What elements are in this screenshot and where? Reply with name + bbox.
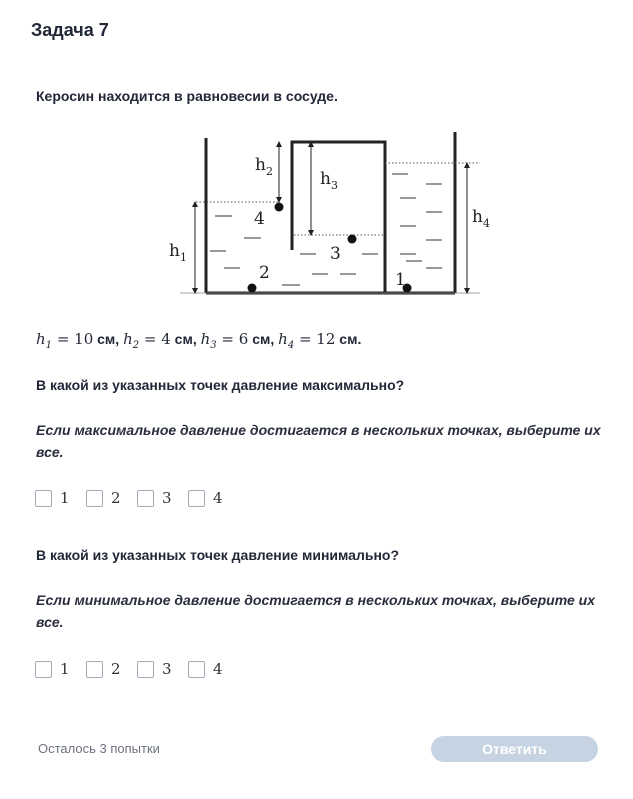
point-4-label: 4 xyxy=(254,209,265,229)
task-title: Задача 7 xyxy=(31,20,109,40)
checkbox[interactable] xyxy=(137,661,154,678)
label-h3: $h_3$ xyxy=(320,169,338,192)
question-min: В какой из указанных точек давление минимально? xyxy=(36,547,400,563)
label-h1: $h_1$ xyxy=(169,241,187,264)
point-2-label: 2 xyxy=(259,263,270,283)
label-h2: $h_2$ xyxy=(255,155,273,178)
checkbox[interactable] xyxy=(188,661,205,678)
point-3-label: 3 xyxy=(330,244,341,264)
hint-max: Если максимальное давление достигается в нескольких точках, выберите их все. xyxy=(36,422,601,460)
point-2-dot xyxy=(248,284,257,293)
point-1-label: 1 xyxy=(395,270,406,290)
option-max-2[interactable]: 2 xyxy=(86,489,137,507)
option-min-4[interactable]: 4 xyxy=(188,660,239,678)
given-h2: $h_2 = 4$ см, xyxy=(123,330,201,351)
point-4-dot xyxy=(275,203,284,212)
vessel-walls xyxy=(206,132,455,293)
checkbox[interactable] xyxy=(86,490,103,507)
given-h3: $h_3 = 6$ см, xyxy=(200,330,279,351)
checkbox[interactable] xyxy=(35,490,52,507)
liquid-hatches xyxy=(210,174,442,285)
attempts-left: Осталось 3 попытки xyxy=(38,741,160,756)
option-min-3[interactable]: 3 xyxy=(137,660,188,678)
question-max: В какой из указанных точек давление максимально? xyxy=(36,377,405,393)
option-min-2[interactable]: 2 xyxy=(86,660,137,678)
options-max xyxy=(35,489,239,507)
checkbox[interactable] xyxy=(137,490,154,507)
option-max-1[interactable]: 1 xyxy=(35,489,86,507)
hint-min: Если минимальное давление достигается в нескольких точках, выберите их все. xyxy=(36,592,595,630)
given-h4: $h_4 = 12$ см. xyxy=(278,330,362,351)
checkbox[interactable] xyxy=(188,490,205,507)
given-h1: $h_1 = 10$ см, xyxy=(36,330,124,351)
dimension-arrows xyxy=(195,144,467,291)
option-max-4[interactable]: 4 xyxy=(188,489,239,507)
surface-lines xyxy=(196,163,480,235)
task-intro: Керосин находится в равновесии в сосуде. xyxy=(36,88,338,104)
options-min xyxy=(35,660,239,678)
option-max-3[interactable]: 3 xyxy=(137,489,188,507)
checkbox[interactable] xyxy=(86,661,103,678)
point-3-dot xyxy=(348,235,357,244)
option-min-1[interactable]: 1 xyxy=(35,660,86,678)
label-h4: $h_4$ xyxy=(472,207,490,230)
vessel-figure xyxy=(160,128,500,303)
submit-button[interactable]: Ответить xyxy=(431,736,598,762)
checkbox[interactable] xyxy=(35,661,52,678)
given-values xyxy=(36,330,361,351)
